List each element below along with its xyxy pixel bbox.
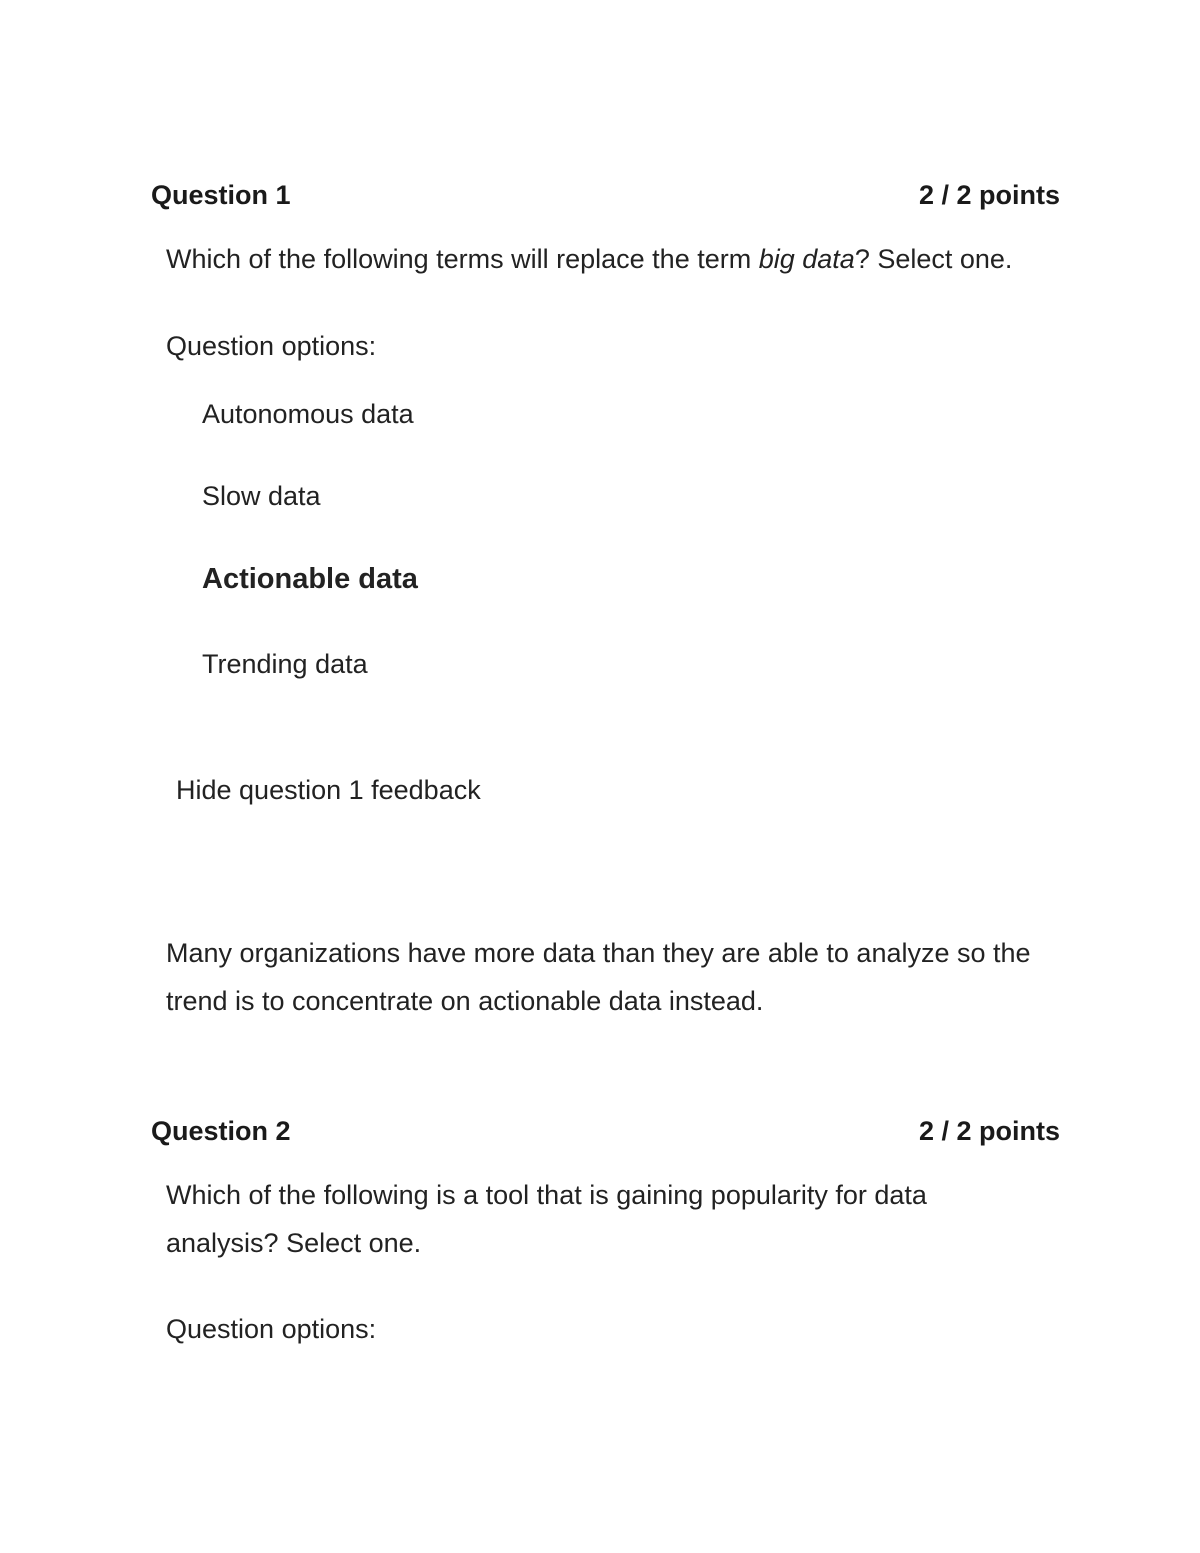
hide-feedback-link[interactable]: Hide question 1 feedback: [176, 775, 481, 805]
question-1-prompt-after: ? Select one.: [854, 244, 1013, 274]
question-2-prompt: Which of the following is a tool that is gaining popularity for data analysis? Select one.: [166, 1180, 927, 1258]
question-2-points: 2 / 2 points: [918, 1116, 1060, 1146]
question-1-option-trending-data[interactable]: Trending data: [202, 649, 368, 679]
question-1-option-slow-data[interactable]: Slow data: [202, 481, 321, 511]
question-1-feedback-text: Many organizations have more data than they are able to analyze so the trend is to concentrate on actionable data instead.: [166, 938, 1031, 1016]
question-1-option-actionable-data[interactable]: Actionable data: [202, 563, 418, 595]
question-2-options-label: Question options:: [166, 1314, 377, 1344]
question-1-prompt-italic: big data: [758, 244, 855, 274]
question-1-options-label: Question options:: [166, 331, 377, 361]
question-1-prompt: [166, 235, 1086, 283]
question-2-title: Question 2: [151, 1116, 291, 1146]
question-1-prompt-before: Which of the following terms will replace the term: [166, 244, 759, 274]
question-1-points: 2 / 2 points: [918, 180, 1060, 210]
question-1-title: Question 1: [151, 180, 291, 210]
question-1-option-autonomous-data[interactable]: Autonomous data: [202, 399, 414, 429]
